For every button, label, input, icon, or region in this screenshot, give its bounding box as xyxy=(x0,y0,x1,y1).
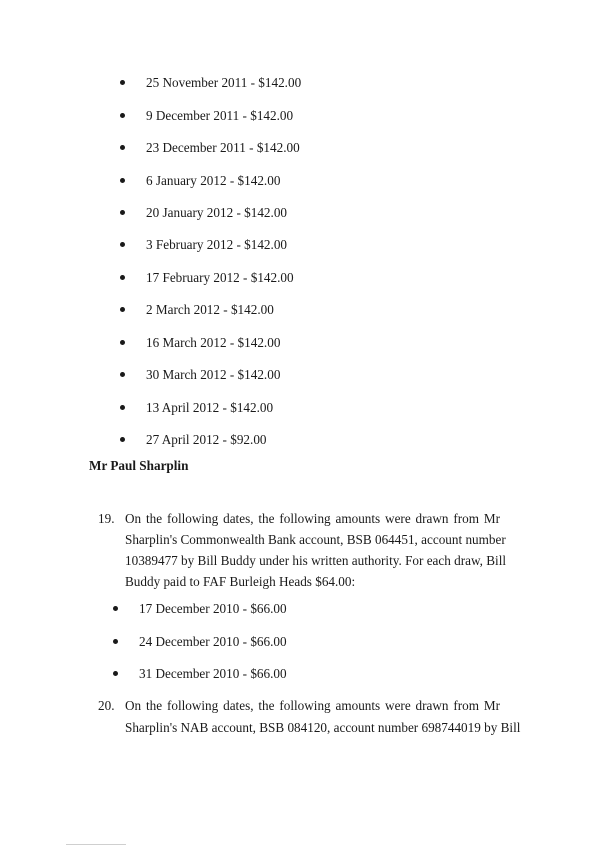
paragraph-line: On the following dates, the following amounts were drawn from Mr xyxy=(125,511,500,526)
bullet-icon xyxy=(120,405,125,410)
list-item: 30 March 2012 - $142.00 xyxy=(146,367,280,383)
paragraph-line: 10389477 by Bill Buddy under his written authority. For each draw, Bill xyxy=(125,553,507,568)
paragraph-line: Buddy paid to FAF Burleigh Heads $64.00: xyxy=(125,574,356,589)
bullet-icon xyxy=(113,639,118,644)
list-item: 3 February 2012 - $142.00 xyxy=(146,237,287,253)
list-item: 17 December 2010 - $66.00 xyxy=(139,601,287,617)
paragraph-line: Sharplin's Commonwealth Bank account, BSB 064451, account number xyxy=(125,532,506,547)
list-item: 20 January 2012 - $142.00 xyxy=(146,205,287,221)
paragraph-line: On the following dates, the following amounts were drawn from Mr xyxy=(125,698,500,713)
bullet-icon xyxy=(113,671,118,676)
bullet-icon xyxy=(120,210,125,215)
list-item: 9 December 2011 - $142.00 xyxy=(146,108,293,124)
list-item: 25 November 2011 - $142.00 xyxy=(146,75,301,91)
bullet-icon xyxy=(120,307,125,312)
list-item: 6 January 2012 - $142.00 xyxy=(146,173,280,189)
list-item: 24 December 2010 - $66.00 xyxy=(139,634,287,650)
bullet-icon xyxy=(120,242,125,247)
bullet-icon xyxy=(120,145,125,150)
list-item: 16 March 2012 - $142.00 xyxy=(146,335,280,351)
paragraph-number: 20. xyxy=(98,698,115,713)
bullet-icon xyxy=(120,80,125,85)
bullet-icon xyxy=(120,178,125,183)
bullet-icon xyxy=(120,340,125,345)
scan-artifact-line xyxy=(66,844,126,845)
bullet-icon xyxy=(120,113,125,118)
list-item: 13 April 2012 - $142.00 xyxy=(146,400,273,416)
list-item: 31 December 2010 - $66.00 xyxy=(139,666,287,682)
list-item: 23 December 2011 - $142.00 xyxy=(146,140,300,156)
paragraph-number: 19. xyxy=(98,511,115,526)
bullet-icon xyxy=(120,437,125,442)
list-item: 27 April 2012 - $92.00 xyxy=(146,432,267,448)
section-heading: Mr Paul Sharplin xyxy=(89,458,189,473)
bullet-icon xyxy=(120,275,125,280)
paragraph-line: Sharplin's NAB account, BSB 084120, account number 698744019 by Bill xyxy=(125,720,521,735)
list-item: 2 March 2012 - $142.00 xyxy=(146,302,274,318)
bullet-icon xyxy=(120,372,125,377)
list-item: 17 February 2012 - $142.00 xyxy=(146,270,294,286)
bullet-icon xyxy=(113,606,118,611)
